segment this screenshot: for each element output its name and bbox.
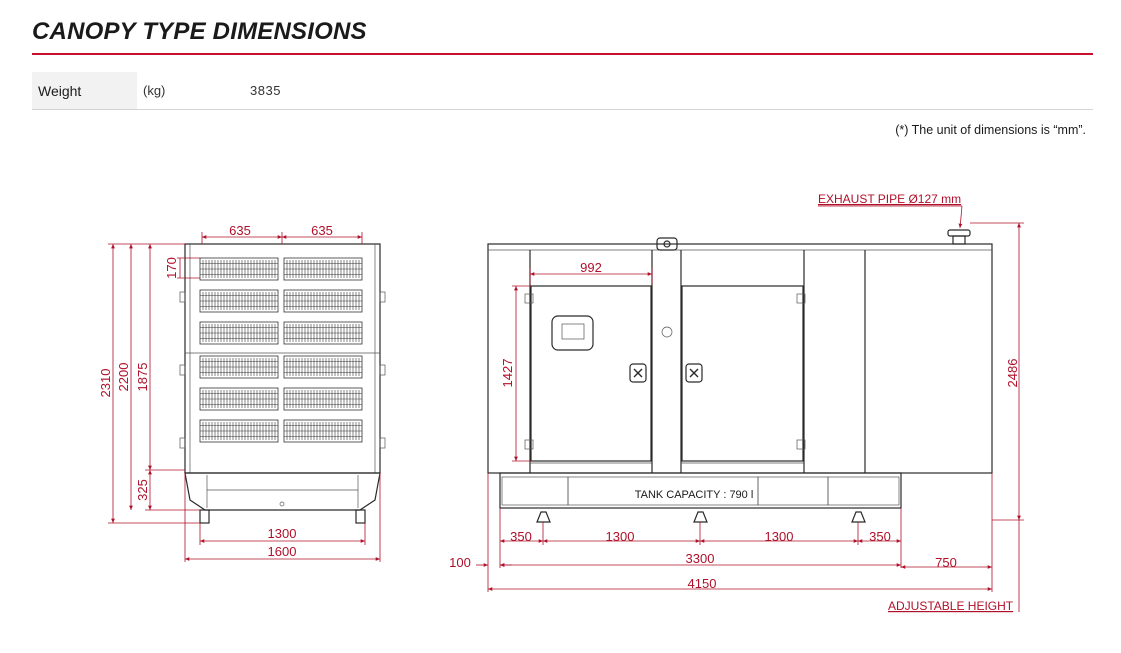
dim-1875: 1875 (135, 362, 150, 392)
side-foot-3 (852, 512, 865, 522)
dim-2486: 2486 (1005, 358, 1020, 388)
front-view (98, 223, 385, 562)
front-louver-grid (200, 258, 362, 442)
control-panel-window (552, 316, 593, 350)
front-base-frame (185, 473, 380, 510)
dim-3300: 3300 (685, 551, 715, 566)
side-door-right (682, 286, 803, 461)
side-canopy-body (488, 244, 992, 473)
page-title: CANOPY TYPE DIMENSIONS (32, 18, 367, 45)
dim-2310: 2310 (98, 368, 113, 398)
side-view (449, 192, 1024, 613)
weight-label: Weight (32, 72, 137, 109)
dim-635-right: 635 (311, 223, 333, 238)
weight-unit: (kg) (143, 83, 166, 98)
dim-325: 325 (135, 479, 150, 501)
exhaust-pipe (948, 230, 970, 236)
dim-1300-front: 1300 (267, 526, 297, 541)
dim-350-left: 350 (510, 529, 532, 544)
side-foot-2 (694, 512, 707, 522)
dim-1600: 1600 (267, 544, 297, 559)
side-foot-1 (537, 512, 550, 522)
adjustable-height-label: ADJUSTABLE HEIGHT (888, 599, 1014, 613)
dim-4150: 4150 (687, 576, 717, 591)
unit-note: (*) The unit of dimensions is “mm”. (895, 123, 1086, 137)
side-door-left (531, 286, 651, 461)
dim-1300-side-right: 1300 (764, 529, 794, 544)
dim-635-left: 635 (229, 223, 251, 238)
weight-value: 3835 (250, 83, 281, 98)
dim-992: 992 (580, 260, 602, 275)
dim-1427: 1427 (500, 358, 515, 388)
dim-350-right: 350 (869, 529, 891, 544)
dim-100: 100 (449, 555, 471, 570)
exhaust-label: EXHAUST PIPE Ø127 mm (818, 192, 962, 206)
front-foot-right (356, 510, 365, 523)
tank-capacity-label: TANK CAPACITY : 790 l (634, 489, 754, 501)
dim-1300-side-left: 1300 (605, 529, 635, 544)
dim-750: 750 (935, 555, 957, 570)
front-foot-left (200, 510, 209, 523)
dim-2200: 2200 (116, 362, 131, 392)
dim-170: 170 (164, 257, 179, 279)
